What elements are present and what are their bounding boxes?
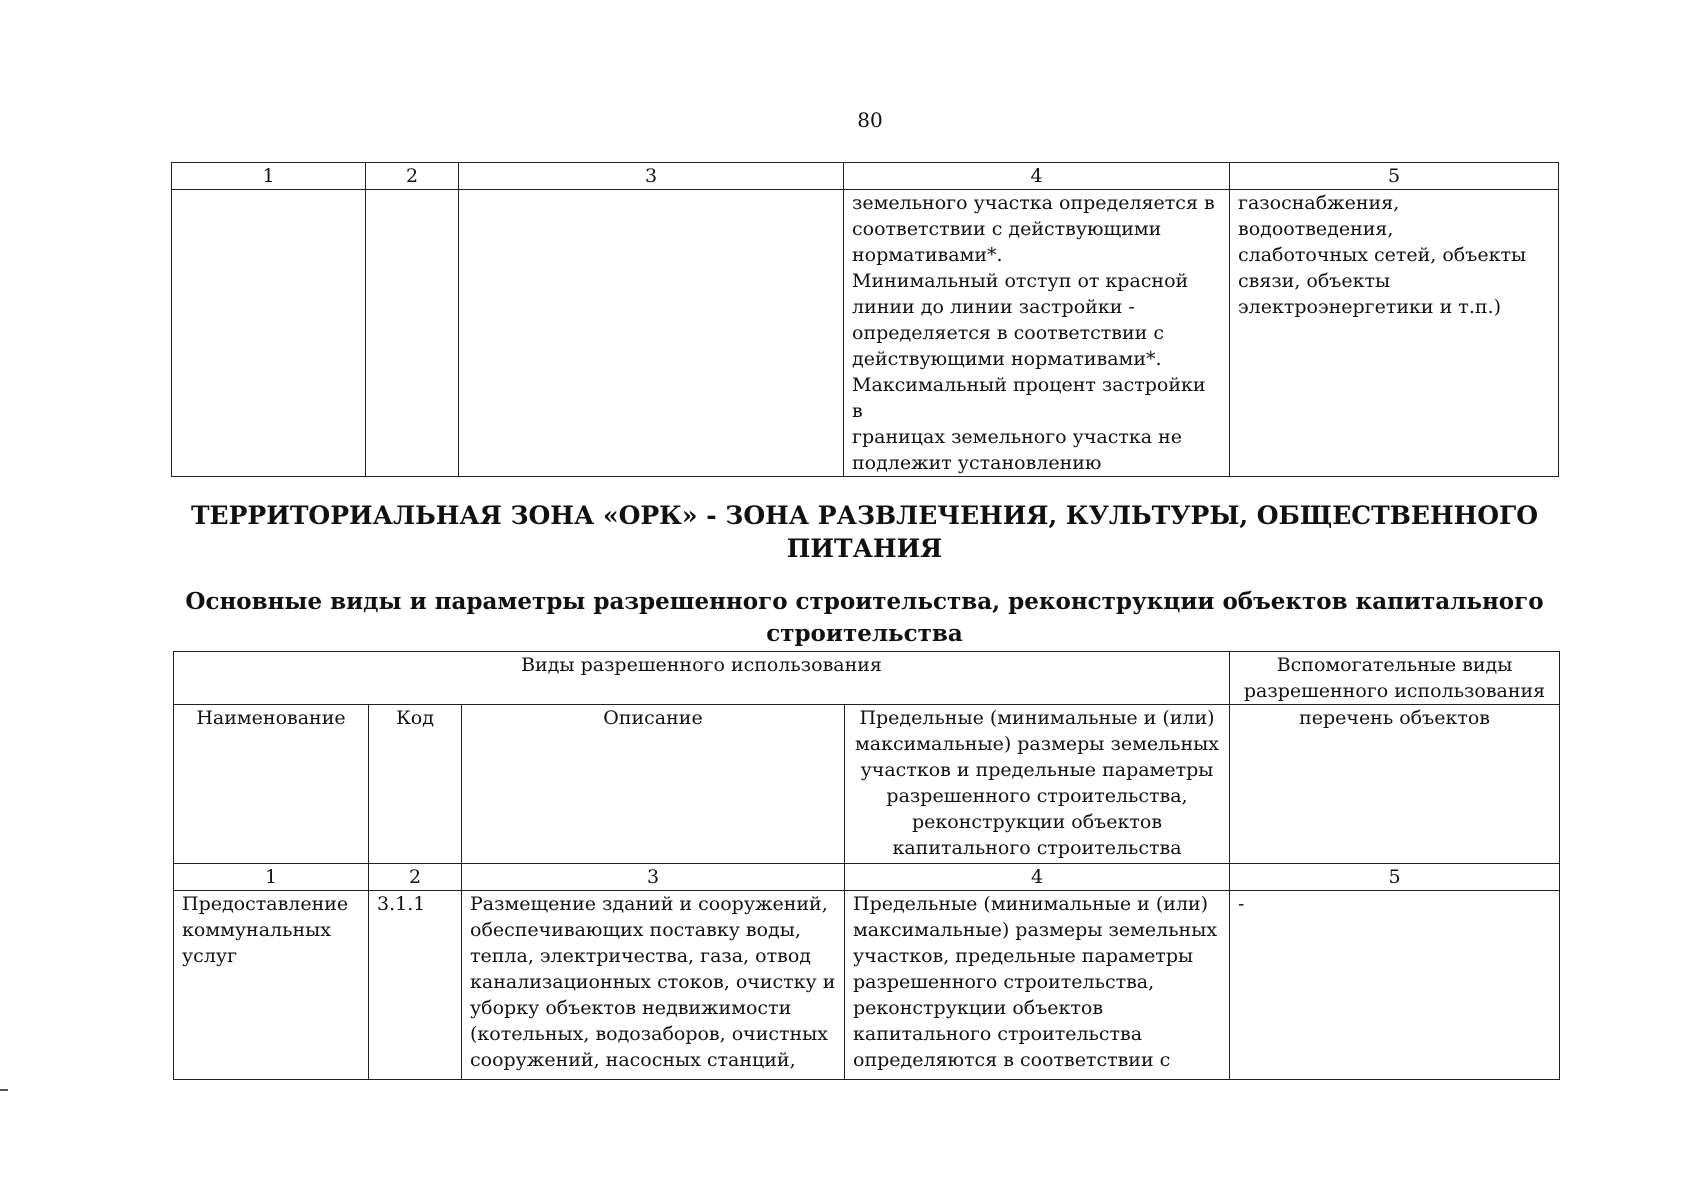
column-number: 4	[844, 163, 1230, 190]
header-description: Описание	[462, 705, 845, 864]
column-header-row	[174, 705, 1560, 864]
cell-code: 3.1.1	[369, 891, 462, 1080]
group-header-aux: Вспомогательные виды разрешенного использования	[1230, 652, 1560, 705]
column-number-row	[174, 864, 1560, 891]
column-number: 1	[172, 163, 366, 190]
cell-code	[366, 190, 459, 477]
continuation-table	[171, 162, 1559, 477]
group-header-row	[174, 652, 1560, 705]
column-number: 1	[174, 864, 369, 891]
cell-objects: -	[1230, 891, 1560, 1080]
header-code: Код	[369, 705, 462, 864]
column-number: 2	[369, 864, 462, 891]
group-header-main: Виды разрешенного использования	[174, 652, 1230, 705]
cell-name: Предоставление коммунальных услуг	[174, 891, 369, 1080]
column-number: 2	[366, 163, 459, 190]
header-limits: Предельные (минимальные и (или) максимальные) размеры земельных участков и предельные параметры разрешенного строительства, реконструкции объектов капитального строительства	[845, 705, 1230, 864]
table-row	[174, 891, 1560, 1080]
cell-objects: газоснабжения, водоотведения, слаботочных сетей, объекты связи, объекты электроэнергетики и т.п.)	[1230, 190, 1559, 477]
page-number: 80	[857, 108, 883, 132]
scan-edge-mark	[0, 1089, 8, 1091]
table-row	[172, 190, 1559, 477]
column-number: 5	[1230, 864, 1560, 891]
cell-description: Размещение зданий и сооружений, обеспечивающих поставку воды, тепла, электричества, газа, отвод канализационных стоков, очистку и уборку объектов недвижимости (котельных, водозаборов, очистных сооружений, насосных станций,	[462, 891, 845, 1080]
header-objects: перечень объектов	[1230, 705, 1560, 864]
cell-description	[459, 190, 844, 477]
cell-limits: земельного участка определяется в соответствии с действующими нормативами*. Минимальный отступ от красной линии до линии застройки - определяется в соответствии с действующими нормативами*. Максимальный процент застройки в границах земельного участка не подлежит установлению	[844, 190, 1230, 477]
cell-limits: Предельные (минимальные и (или) максимальные) размеры земельных участков, предельные параметры разрешенного строительства, реконструкции объектов капитального строительства определяются в соответствии с	[845, 891, 1230, 1080]
cell-name	[172, 190, 366, 477]
section-title: Основные виды и параметры разрешенного строительства, реконструкции объектов капитального строительства	[185, 588, 1544, 647]
column-number: 3	[462, 864, 845, 891]
column-number-row	[172, 163, 1559, 190]
column-number: 3	[459, 163, 844, 190]
column-number: 4	[845, 864, 1230, 891]
permitted-use-table	[173, 651, 1560, 1080]
column-number: 5	[1230, 163, 1559, 190]
zone-title: ТЕРРИТОРИАЛЬНАЯ ЗОНА «ОРК» - ЗОНА РАЗВЛЕЧЕНИЯ, КУЛЬТУРЫ, ОБЩЕСТВЕННОГО ПИТАНИЯ	[190, 501, 1539, 563]
header-name: Наименование	[174, 705, 369, 864]
